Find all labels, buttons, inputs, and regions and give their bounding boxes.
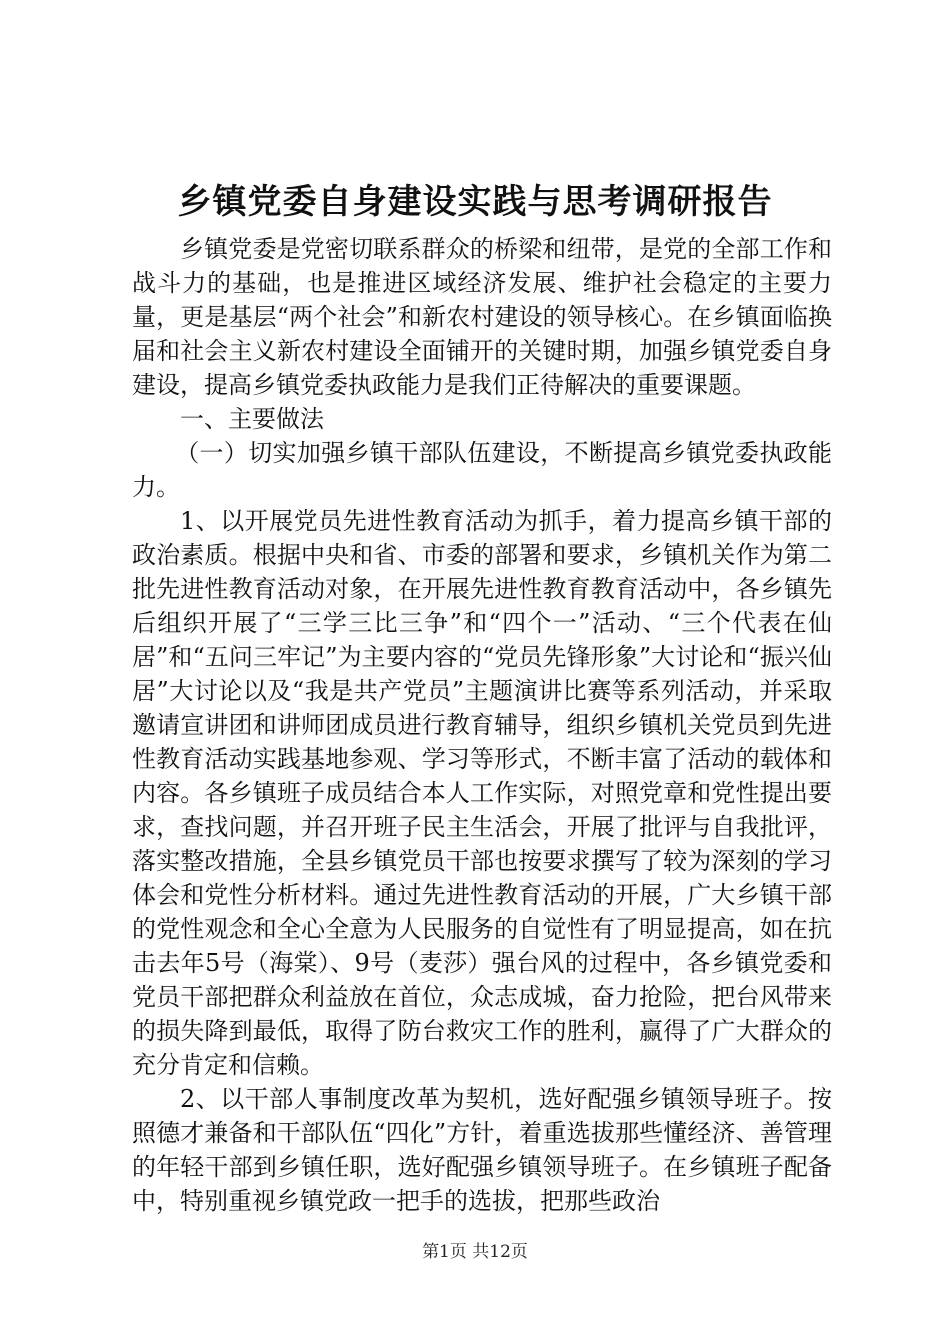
section-heading: 一、主要做法 [180,405,324,433]
body-paragraph-1: 1、以开展党员先进性教育活动为抓手，着力提高乡镇干部的政治素质。根据中央和省、市委的部署和要求，乡镇机关作为第二批先进性教育活动对象，在开展先进性教育教育活动中，各乡镇先后组织开展了“三学三比三争”和“四个一”活动、“三个代表在仙居”和“五问三牢记”为主要内容的“党员先锋形象”大讨论和“振兴仙居”大讨论以及“我是共产党员”主题演讲比赛等系列活动，并采取邀请宣讲团和讲师团成员进行教育辅导，组织乡镇机关党员到先进性教育活动实践基地参观、学习等形式，不断丰富了活动的载体和内容。各乡镇班子成员结合本人工作实际，对照党章和党性提出要求，查找问题，并召开班子民主生活会，开展了批评与自我批评，落实整改措施，全县乡镇党员干部也按要求撰写了较为深刻的学习体会和党性分析材料。通过先进性教育活动的开展，广大乡镇干部的党性观念和全心全意为人民服务的自觉性有了明显提高，如在抗击去年5号（海棠）、9号（麦莎）强台风的过程中，各乡镇党委和党员干部把群众利益放在首位，众志成城，奋力抢险，把台风带来的损失降到最低，取得了防台救灾工作的胜利，赢得了广大群众的充分肯定和信赖。 [132,507,832,1079]
document-body [132,232,832,1218]
subsection-heading: （一）切实加强乡镇干部队伍建设，不断提高乡镇党委执政能力。 [132,439,832,501]
page-footer: 第1页 共12页 [422,1242,528,1262]
intro-paragraph: 乡镇党委是党密切联系群众的桥梁和纽带，是党的全部工作和战斗力的基础，也是推进区域经济发展、维护社会稳定的主要力量，更是基层“两个社会”和新农村建设的领导核心。在乡镇面临换届和社会主义新农村建设全面铺开的关键时期，加强乡镇党委自身建设，提高乡镇党委执政能力是我们正待解决的重要课题。 [132,235,832,399]
body-paragraph-2: 2、以干部人事制度改革为契机，选好配强乡镇领导班子。按照德才兼备和干部队伍“四化”方针，着重选拔那些懂经济、善管理的年轻干部到乡镇任职，选好配强乡镇领导班子。在乡镇班子配备中，特别重视乡镇党政一把手的选拔，把那些政治 [132,1085,832,1215]
document-title: 乡镇党委自身建设实践与思考调研报告 [177,182,773,222]
